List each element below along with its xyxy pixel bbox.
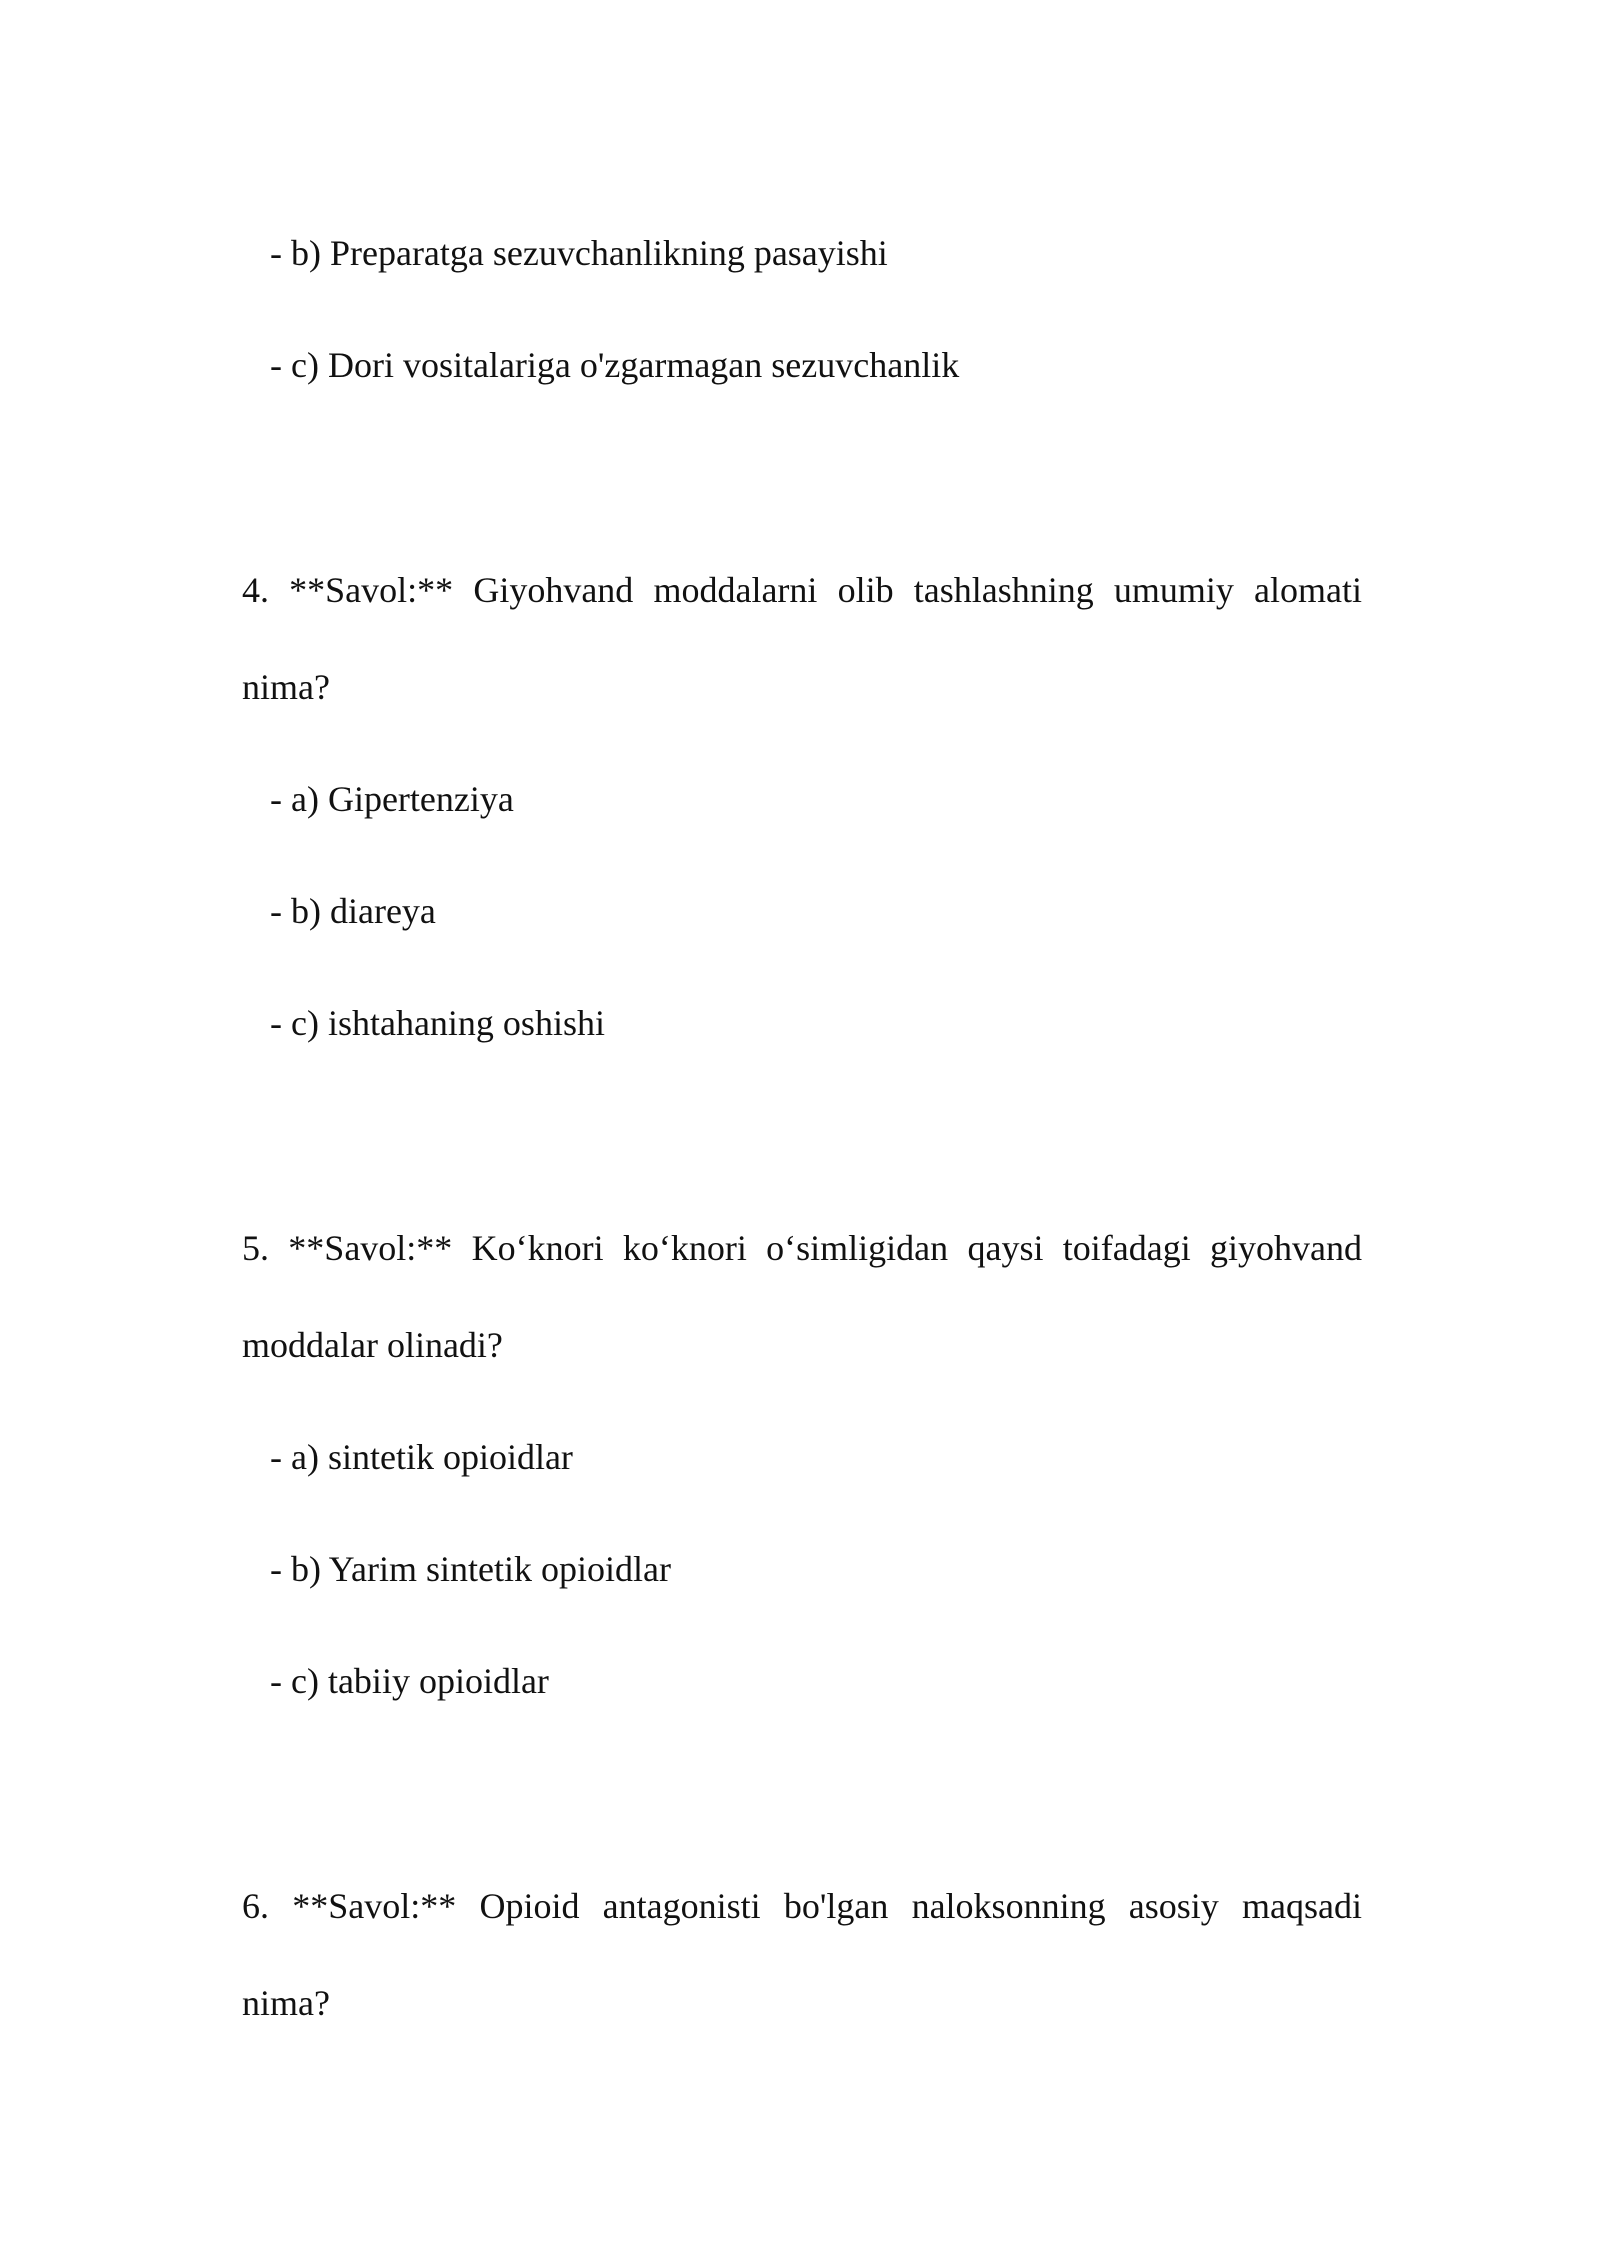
q6-question-line2: nima? (242, 1983, 330, 2023)
q5-option-b: - b) Yarim sintetik opioidlar (270, 1549, 671, 1589)
q3-option-c: - c) Dori vositalariga o'zgarmagan sezuvchanlik (270, 345, 960, 385)
q4-option-a: - a) Gipertenziya (270, 779, 514, 819)
q5-question-line2: moddalar olinadi? (242, 1325, 503, 1365)
q3-option-b: - b) Preparatga sezuvchanlikning pasayishi (270, 233, 888, 273)
q4-question-line2: nima? (242, 667, 330, 707)
q5-option-c: - c) tabiiy opioidlar (270, 1661, 549, 1701)
q6-question-line1: 6. **Savol:** Opioid antagonisti bo'lgan naloksonning asosiy maqsadi (242, 1886, 1362, 1926)
q4-option-c: - c) ishtahaning oshishi (270, 1003, 605, 1043)
q5-question-line1: 5. **Savol:** Ko‘knori ko‘knori o‘simligidan qaysi toifadagi giyohvand (242, 1228, 1362, 1268)
q4-question-line1: 4. **Savol:** Giyohvand moddalarni olib tashlashning umumiy alomati (242, 570, 1362, 610)
q5-option-a: - a) sintetik opioidlar (270, 1437, 573, 1477)
q4-option-b: - b) diareya (270, 891, 436, 931)
